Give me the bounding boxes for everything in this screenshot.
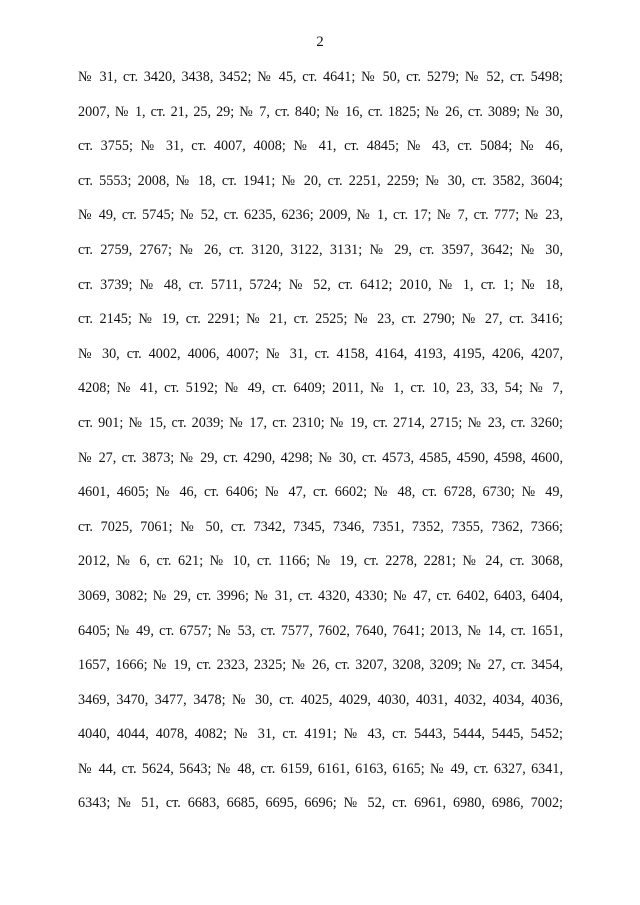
- text-line: № 27, ст. 3873; № 29, ст. 4290, 4298; № 30, ст. 4573, 4585, 4590, 4598, 4600,: [78, 449, 563, 466]
- text-line: ст. 5553; 2008, № 18, ст. 1941; № 20, ст. 2251, 2259; № 30, ст. 3582, 3604;: [78, 172, 563, 189]
- text-line: № 49, ст. 5745; № 52, ст. 6235, 6236; 2009, № 1, ст. 17; № 7, ст. 777; № 23,: [78, 207, 563, 224]
- text-line: № 44, ст. 5624, 5643; № 48, ст. 6159, 6161, 6163, 6165; № 49, ст. 6327, 6341,: [78, 760, 563, 777]
- text-line: 3469, 3470, 3477, 3478; № 30, ст. 4025, 4029, 4030, 4031, 4032, 4034, 4036,: [78, 691, 563, 708]
- text-line: ст. 2145; № 19, ст. 2291; № 21, ст. 2525; № 23, ст. 2790; № 27, ст. 3416;: [78, 311, 563, 328]
- text-line: 1657, 1666; № 19, ст. 2323, 2325; № 26, ст. 3207, 3208, 3209; № 27, ст. 3454,: [78, 657, 563, 674]
- text-line: ст. 7025, 7061; № 50, ст. 7342, 7345, 7346, 7351, 7352, 7355, 7362, 7366;: [78, 518, 563, 535]
- text-line: 2012, № 6, ст. 621; № 10, ст. 1166; № 19, ст. 2278, 2281; № 24, ст. 3068,: [78, 553, 563, 570]
- text-line: 4601, 4605; № 46, ст. 6406; № 47, ст. 6602; № 48, ст. 6728, 6730; № 49,: [78, 484, 563, 501]
- text-line: № 31, ст. 3420, 3438, 3452; № 45, ст. 4641; № 50, ст. 5279; № 52, ст. 5498;: [78, 69, 563, 85]
- text-line: ст. 901; № 15, ст. 2039; № 17, ст. 2310; № 19, ст. 2714, 2715; № 23, ст. 3260;: [78, 414, 563, 431]
- text-line: 4208; № 41, ст. 5192; № 49, ст. 6409; 2011, № 1, ст. 10, 23, 33, 54; № 7,: [78, 380, 563, 397]
- text-line: № 30, ст. 4002, 4006, 4007; № 31, ст. 4158, 4164, 4193, 4195, 4206, 4207,: [78, 345, 563, 362]
- text-line: 4040, 4044, 4078, 4082; № 31, ст. 4191; № 43, ст. 5443, 5444, 5445, 5452;: [78, 726, 563, 743]
- text-line: ст. 3755; № 31, ст. 4007, 4008; № 41, ст. 4845; № 43, ст. 5084; № 46,: [78, 138, 563, 155]
- page-number: 2: [316, 34, 324, 50]
- text-line: ст. 2759, 2767; № 26, ст. 3120, 3122, 3131; № 29, ст. 3597, 3642; № 30,: [78, 241, 563, 258]
- text-line: 3069, 3082; № 29, ст. 3996; № 31, ст. 4320, 4330; № 47, ст. 6402, 6403, 6404,: [78, 587, 563, 604]
- text-line: ст. 3739; № 48, ст. 5711, 5724; № 52, ст. 6412; 2010, № 1, ст. 1; № 18,: [78, 276, 563, 293]
- text-line: 6343; № 51, ст. 6683, 6685, 6695, 6696; № 52, ст. 6961, 6980, 6986, 7002;: [78, 795, 563, 812]
- text-line: 2007, № 1, ст. 21, 25, 29; № 7, ст. 840; № 16, ст. 1825; № 26, ст. 3089; № 30,: [78, 103, 563, 120]
- text-line: 6405; № 49, ст. 6757; № 53, ст. 7577, 7602, 7640, 7641; 2013, № 14, ст. 1651,: [78, 622, 563, 639]
- body-text: [78, 68, 563, 829]
